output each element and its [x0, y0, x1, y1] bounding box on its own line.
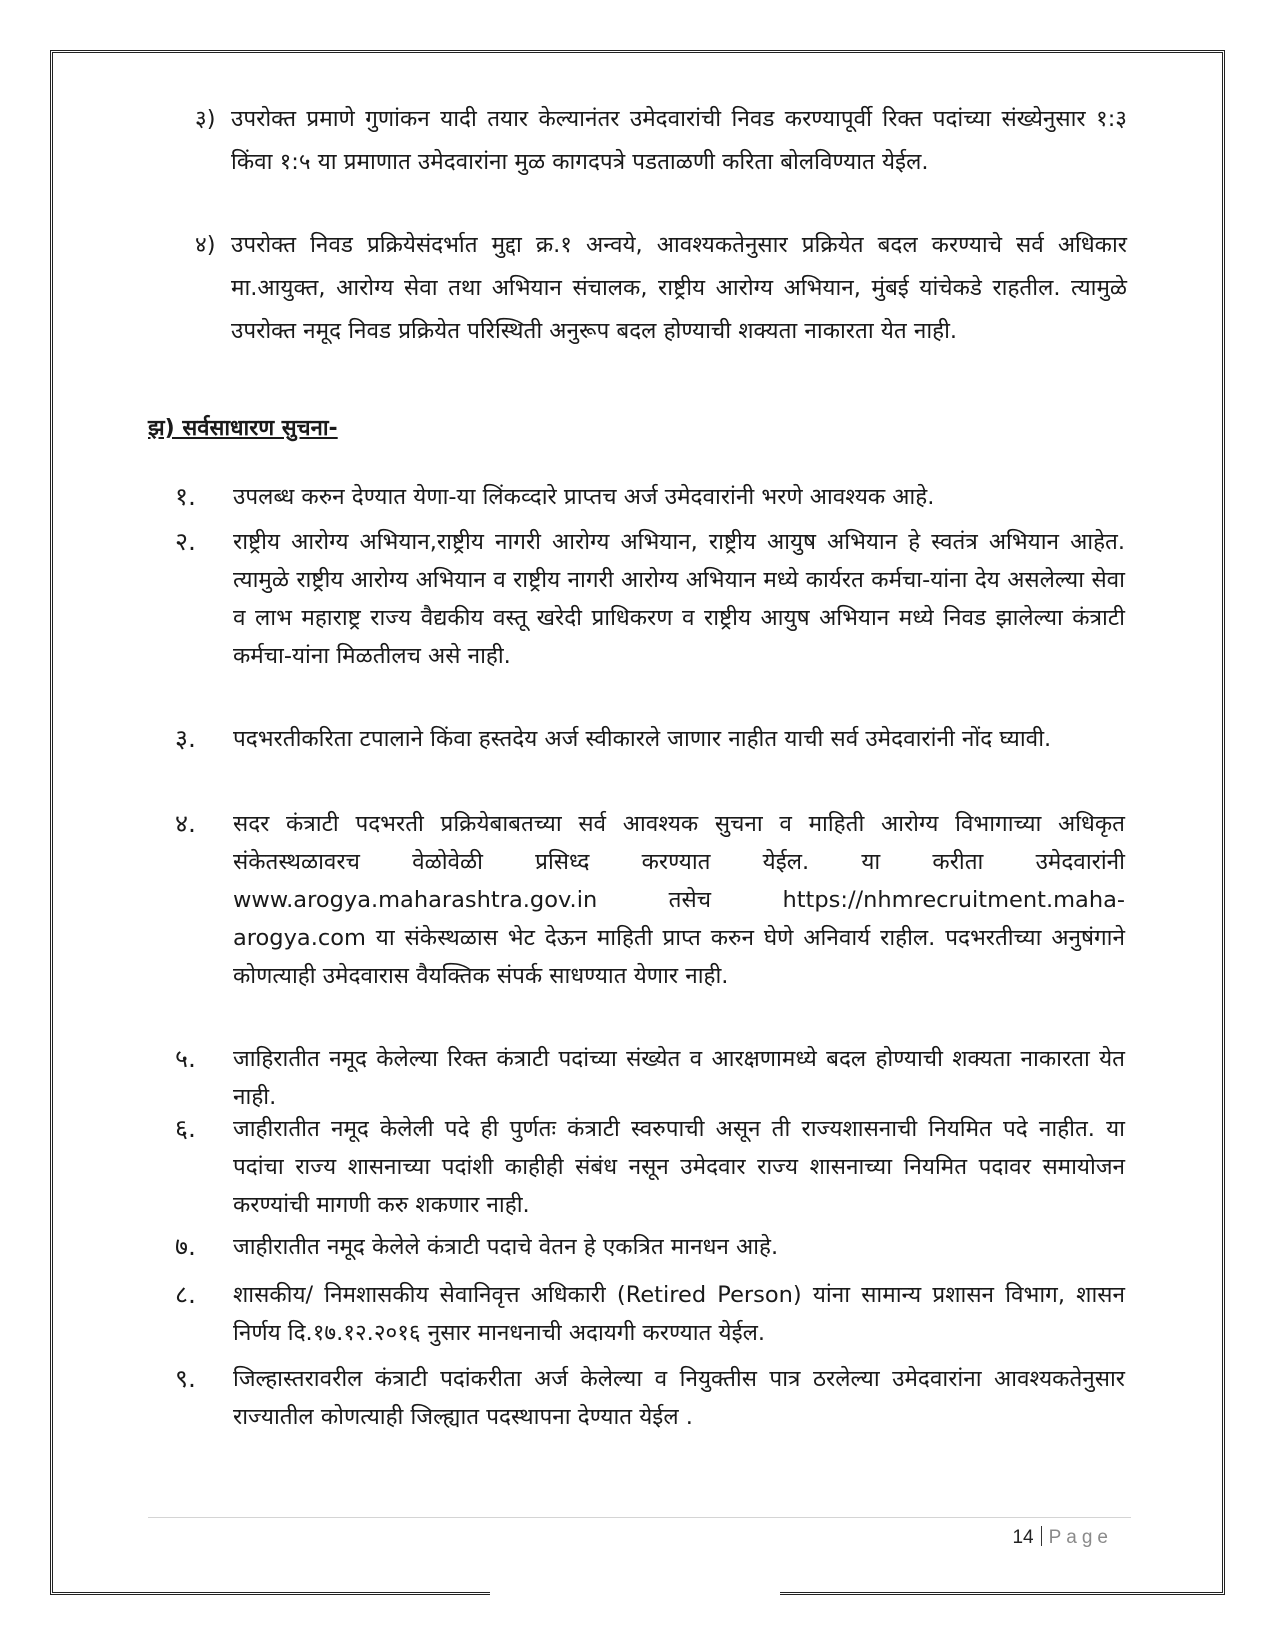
instruction-number: ९. [175, 1364, 196, 1393]
instruction-item [175, 1040, 1125, 1116]
instruction-number: ७. [175, 1232, 196, 1261]
page-number: 14 [1012, 1527, 1034, 1548]
instruction-item [175, 478, 1125, 516]
instruction-text: सदर कंत्राटी पदभरती प्रक्रियेबाबतच्या सर्व आवश्यक सुचना व माहिती आरोग्य विभागाच्या अधिकृत संकेतस्थळावरच वेळोवेळी प्रसिध्द करण्यात येईल. या करीता उमेदवारांनी www.arogya.maharashtra.gov.in तसेच https://nhmrecruitment.maha-arogya.com या संकेस्थळास भेट देऊन माहिती प्राप्त करुन घेणे अनिवार्य राहील. पदभरतीच्या अनुषंगाने कोणत्याही उमेदवारास वैयक्तिक संपर्क साधण्यात येणार नाही. [233, 811, 1125, 989]
instruction-text: उपलब्ध करुन देण्यात येणा-या लिंकव्दारे प्राप्तच अर्ज उमेदवारांनी भरणे आवश्यक आहे. [233, 484, 935, 510]
instruction-number: ८. [175, 1280, 196, 1309]
page-footer [1012, 1526, 1113, 1549]
instruction-number: ६. [175, 1114, 196, 1143]
point-4 [195, 224, 1127, 353]
instruction-number: ४. [175, 809, 196, 838]
instruction-text: शासकीय/ निमशासकीय सेवानिवृत्त अधिकारी (Retired Person) यांना सामान्य प्रशासन विभाग, शासन निर्णय दि.१७.१२.२०१६ नुसार मानधनाची अदायगी करण्यात येईल. [233, 1282, 1125, 1346]
instruction-item [175, 1360, 1125, 1436]
instruction-item [175, 1110, 1125, 1224]
instruction-number: २. [175, 527, 196, 556]
instruction-item [175, 805, 1125, 995]
instruction-number: १. [175, 482, 196, 511]
page-label: Page [1048, 1527, 1113, 1548]
instruction-text: जाहीरातीत नमूद केलेली पदे ही पुर्णतः कंत्राटी स्वरुपाची असून ती राज्यशासनाची नियमित पदे नाहीत. या पदांचा राज्य शासनाच्या पदांशी काहीही संबंध नसून उमेदवार राज्य शासनाच्या नियमित पदावर समायोजन करण्यांची मागणी करु शकणार नाही. [233, 1116, 1125, 1218]
instruction-text: जाहिरातीत नमूद केलेल्या रिक्त कंत्राटी पदांच्या संख्येत व आरक्षणामध्ये बदल होण्याची शक्यता नाकारता येत नाही. [233, 1046, 1125, 1110]
instruction-item [175, 523, 1125, 675]
point-text: उपरोक्त प्रमाणे गुणांकन यादी तयार केल्यानंतर उमेदवारांची निवड करण्यापूर्वी रिक्त पदांच्या संख्येनुसार १:३ किंवा १:५ या प्रमाणात उमेदवारांना मुळ कागदपत्रे पडताळणी करिता बोलविण्यात येईल. [231, 106, 1127, 175]
border-gap [490, 1588, 780, 1598]
instruction-text: जाहीरातीत नमूद केलेले कंत्राटी पदाचे वेतन हे एकत्रित मानधन आहे. [233, 1234, 779, 1260]
point-number: ३) [195, 106, 216, 132]
instruction-number: ३. [175, 724, 196, 753]
section-heading: झ) सर्वसाधारण सुचना- [148, 416, 338, 441]
instruction-item [175, 720, 1125, 758]
point-3 [195, 98, 1127, 184]
point-text: उपरोक्त निवड प्रक्रियेसंदर्भात मुद्दा क्र.१ अन्वये, आवश्यकतेनुसार प्रक्रियेत बदल करण्याचे सर्व अधिकार मा.आयुक्त, आरोग्य सेवा तथा अभियान संचालक, राष्ट्रीय आरोग्य अभियान, मुंबई यांचेकडे राहतील. त्यामुळे उपरोक्त नमूद निवड प्रक्रियेत परिस्थिती अनुरूप बदल होण्याची शक्यता नाकारता येत नाही. [231, 232, 1127, 344]
instruction-text: राष्ट्रीय आरोग्य अभियान,राष्ट्रीय नागरी आरोग्य अभियान, राष्ट्रीय आयुष अभियान हे स्वतंत्र अभियान आहेत. त्यामुळे राष्ट्रीय आरोग्य अभियान व राष्ट्रीय नागरी आरोग्य अभियान मध्ये कार्यरत कर्मचा-यांना देय असलेल्या सेवा व लाभ महाराष्ट्र राज्य वैद्यकीय वस्तू खरेदी प्राधिकरण व राष्ट्रीय आयुष अभियान मध्ये निवड झालेल्या कंत्राटी कर्मचा-यांना मिळतीलच असे नाही. [233, 529, 1125, 669]
instruction-number: ५. [175, 1044, 196, 1073]
footer-divider [148, 1517, 1131, 1518]
instruction-text: पदभरतीकरिता टपालाने किंवा हस्तदेय अर्ज स्वीकारले जाणार नाहीत याची सर्व उमेदवारांनी नोंद घ्यावी. [233, 726, 1052, 752]
instruction-item [175, 1228, 1125, 1266]
instruction-text: जिल्हास्तरावरील कंत्राटी पदांकरीता अर्ज केलेल्या व नियुक्तीस पात्र ठरलेल्या उमेदवारांना आवश्यकतेनुसार राज्यातील कोणत्याही जिल्ह्यात पदस्थापना देण्यात येईल . [233, 1366, 1125, 1430]
footer-separator [1041, 1526, 1042, 1546]
point-number: ४) [195, 232, 216, 258]
instruction-item [175, 1276, 1125, 1352]
